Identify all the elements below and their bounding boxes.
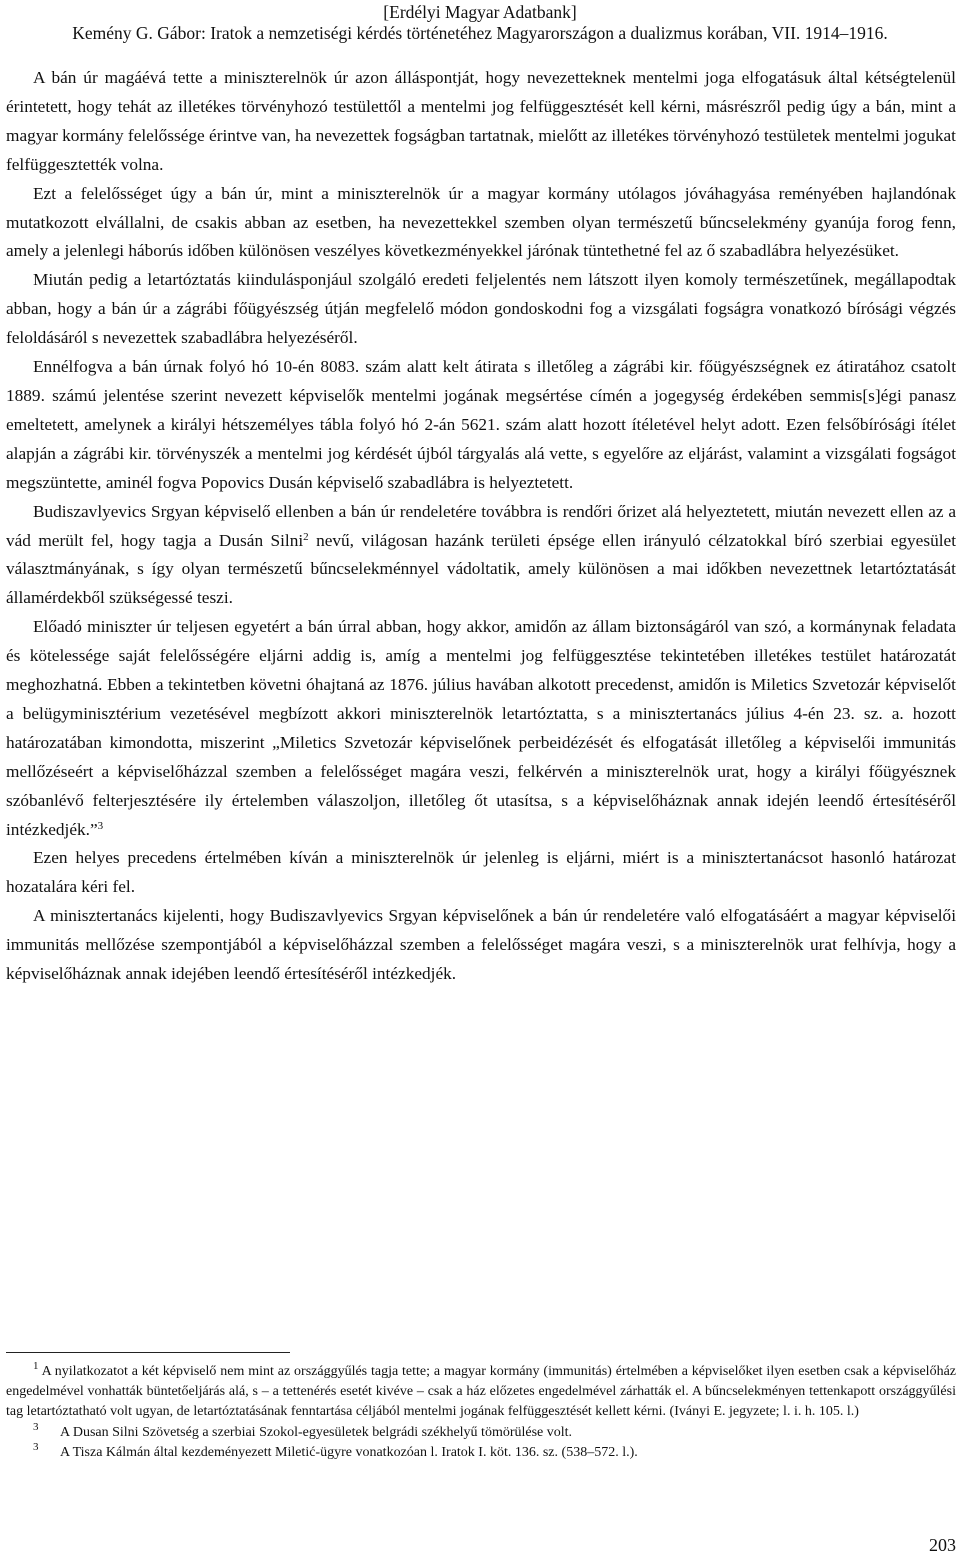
paragraph: Miután pedig a letartóztatás kiindulásponjául szolgáló eredeti feljelentés nem látszott ilyen komoly természetűnek, megállapodtak abban, hogy a bán úr a zágrábi főügyészség útján megfelelő módon gondoskodni fog a vizsgálati fogságra vonatkozó bírósági végzés feloldásáról s nevezettek szabadlábra helyezéséről. — [6, 270, 956, 348]
paragraph-text: nevű, világosan hazánk területi épsége ellen irányuló célzatokkal bíró szerbiai egyesület választmányának, s így olyan természetű bűncselekménnyel vádoltatik, amely különösen a mai időkben nevezettnek letartóztatását államérdekből szükségessé teszi. — [6, 530, 956, 608]
paragraph: A bán úr magáévá tette a miniszterelnök úr azon álláspontját, hogy nevezetteknek mentelmi joga elfogatásuk által kétségtelenül érintetett, hogy tehát az illetékes törvényhozó testülettől a mentelmi jog felfüggesztését kell kérni, másrészről pedig úgy a bán, mint a magyar kormány felelőssége érintve van, ha nevezettek fogságban tartatnak, mielőtt az illetékes törvényhozó testületek mentelmi jogukat felfüggesztették volna. — [6, 68, 956, 174]
paragraph: Ezen helyes precedens értelmében kíván a miniszterelnök úr jelenleg is eljárni, miért is a minisztertanácsot hasonló határozat hozatalára kéri fel. — [6, 848, 956, 897]
footnote-text: A nyilatkozatot a két képviselő nem mint az országgyűlés tagja tette; a magyar kormány (immunitás) értelmében a képviselőket ilyen esetben csak a képviselőház engedelmével vonhatták büntetőeljárás alá, s – a tettenérés esetét kivéve – csak a ház előzetes engedelmével zárhatták el. A bűncselekményen tettenkapott országgyűlési tag letartóztatható volt ugyan, de letartóztatásának fenntartása céljából mentelmi jogának felfüggesztését kellett kérni. (Iványi E. jegyzete; l. i. h. 105. l.) — [6, 1364, 956, 1420]
footnote-divider — [6, 1352, 290, 1353]
footnote-text: A Tisza Kálmán által kezdeményezett Miletić-ügyre vonatkozóan l. Iratok I. köt. 136. sz. (538–572. l.). — [60, 1444, 638, 1460]
footnote: $^3$ A Dusan Silni Szövetség a szerbiai Szokol-egyesületek belgrádi székhelyű tömörülése volt. — [33, 1420, 573, 1440]
paragraph — [6, 613, 956, 844]
paragraph: Ezt a felelősséget úgy a bán úr, mint a miniszterelnök úr a magyar kormány utólagos jóváhagyása reményében hajlandónak mutatkozott elvállalni, de csakis abban az esetben, ha nevezettekkel szemben olyan természetű bűncselekmény gyanúja forog fenn, amely a jelenlegi háborús időben különösen veszélyes következményekkel járónak tüntethetné fel az ő szabadlábra helyezésüket. — [6, 183, 956, 261]
page-header — [0, 2, 960, 44]
footnotes — [6, 1362, 956, 1463]
main-text — [6, 64, 956, 989]
footnote-marker: 2 — [303, 530, 309, 543]
footnote-text: A Dusan Silni Szövetség a szerbiai Szokol-egyesületek belgrádi székhelyű tömörülése volt. — [60, 1424, 573, 1440]
footnote-marker: 3 — [97, 819, 104, 832]
footnote: $^3$ A Tisza Kálmán által kezdeményezett Miletić-ügyre vonatkozóan l. Iratok I. köt. 136. sz. (538–572. l.). — [33, 1440, 638, 1460]
paragraph: Ennélfogva a bán úrnak folyó hó 10-én 8083. szám alatt kelt átirata s illetőleg a zágrábi kir. főügyészségnek ez átiratához csatolt 1889. számú jelentése szerint nevezett képviselők mentelmi jogának megsértése címén a jogegység érdekében semmis[s]égi panasz emeltetett, amelynek a királyi hétszemélyes tábla folyó hó 2-án 5621. szám alatt hozott ítéletével helyt adott. Ezen felsőbírósági ítélet alapján a zágrábi kir. törvényszék a mentelmi jog kérdését újból tárgyalás alá vette, s egyelőre az eljárást, valamint a vizsgálati fogságot megszüntette, aminél fogva Popovics Dusán képviselő szabadlábra is helyeztetett. — [6, 357, 956, 492]
paragraph — [6, 498, 956, 614]
footnote — [6, 1362, 956, 1423]
page-number: 203 — [929, 1535, 956, 1555]
source-label: [Erdélyi Magyar Adatbank] — [383, 2, 577, 22]
paragraph-text: Előadó miniszter úr teljesen egyetért a bán úrral abban, hogy akkor, amidőn az állam biztonságáról van szó, a kormánynak feladata és kötelessége saját felelősségére eljárni addig is, amíg a mentelmi jog felfüggesztése tekintetében illetékes testület határozatát meghozhatná. Ebben a tekintetben követni óhajtaná az 1876. július havában alkotott precedenst, amidőn is Miletics Szvetozár képviselőt a belügyminisztérium vezetésével megbízott akkori miniszterelnök letartóztatta, s a minisztertanács július 4-én 23. sz. a. hozott határozatában kimondotta, miszerint „Miletics Szvetozár képviselőnek perbeidézését és elfogatását illetőleg a képviselői immunitás mellőzéseért a képviselőházzal szemben a felelősséget magára veszi, felkérvén a miniszterelnök urat, hogy a királyi főügyésznek szóbanlévő felterjesztésére ily értelemben válaszoljon, illetőleg őt utasítsa, s a képviselőháznak annak idején leendő értesítéséről intézkedjék.” — [6, 617, 956, 839]
footnote-number: 1 — [33, 1360, 39, 1372]
paragraph: A minisztertanács kijelenti, hogy Budiszavlyevics Srgyan képviselőnek a bán úr rendeletére való elfogatásáért a magyar képviselői immunitás mellőzése szempontjából a képviselőházzal szemben a felelősséget magára veszi, s a miniszterelnök urat felhívja, hogy a képviselőháznak annak idejében leendő értesítéséről intézkedjék. — [6, 906, 956, 984]
paragraph-text: Budiszavlyevics Srgyan képviselő ellenben a bán úr rendeletére továbbra is rendőri őrizet alá helyeztetett, miután nevezett ellen az a vád merült fel, hogy tagja a Dusán Silni — [6, 501, 956, 550]
book-title: Kemény G. Gábor: Iratok a nemzetiségi kérdés történetéhez Magyarországon a dualizmus korában, VII. 1914–1916. — [72, 23, 888, 43]
